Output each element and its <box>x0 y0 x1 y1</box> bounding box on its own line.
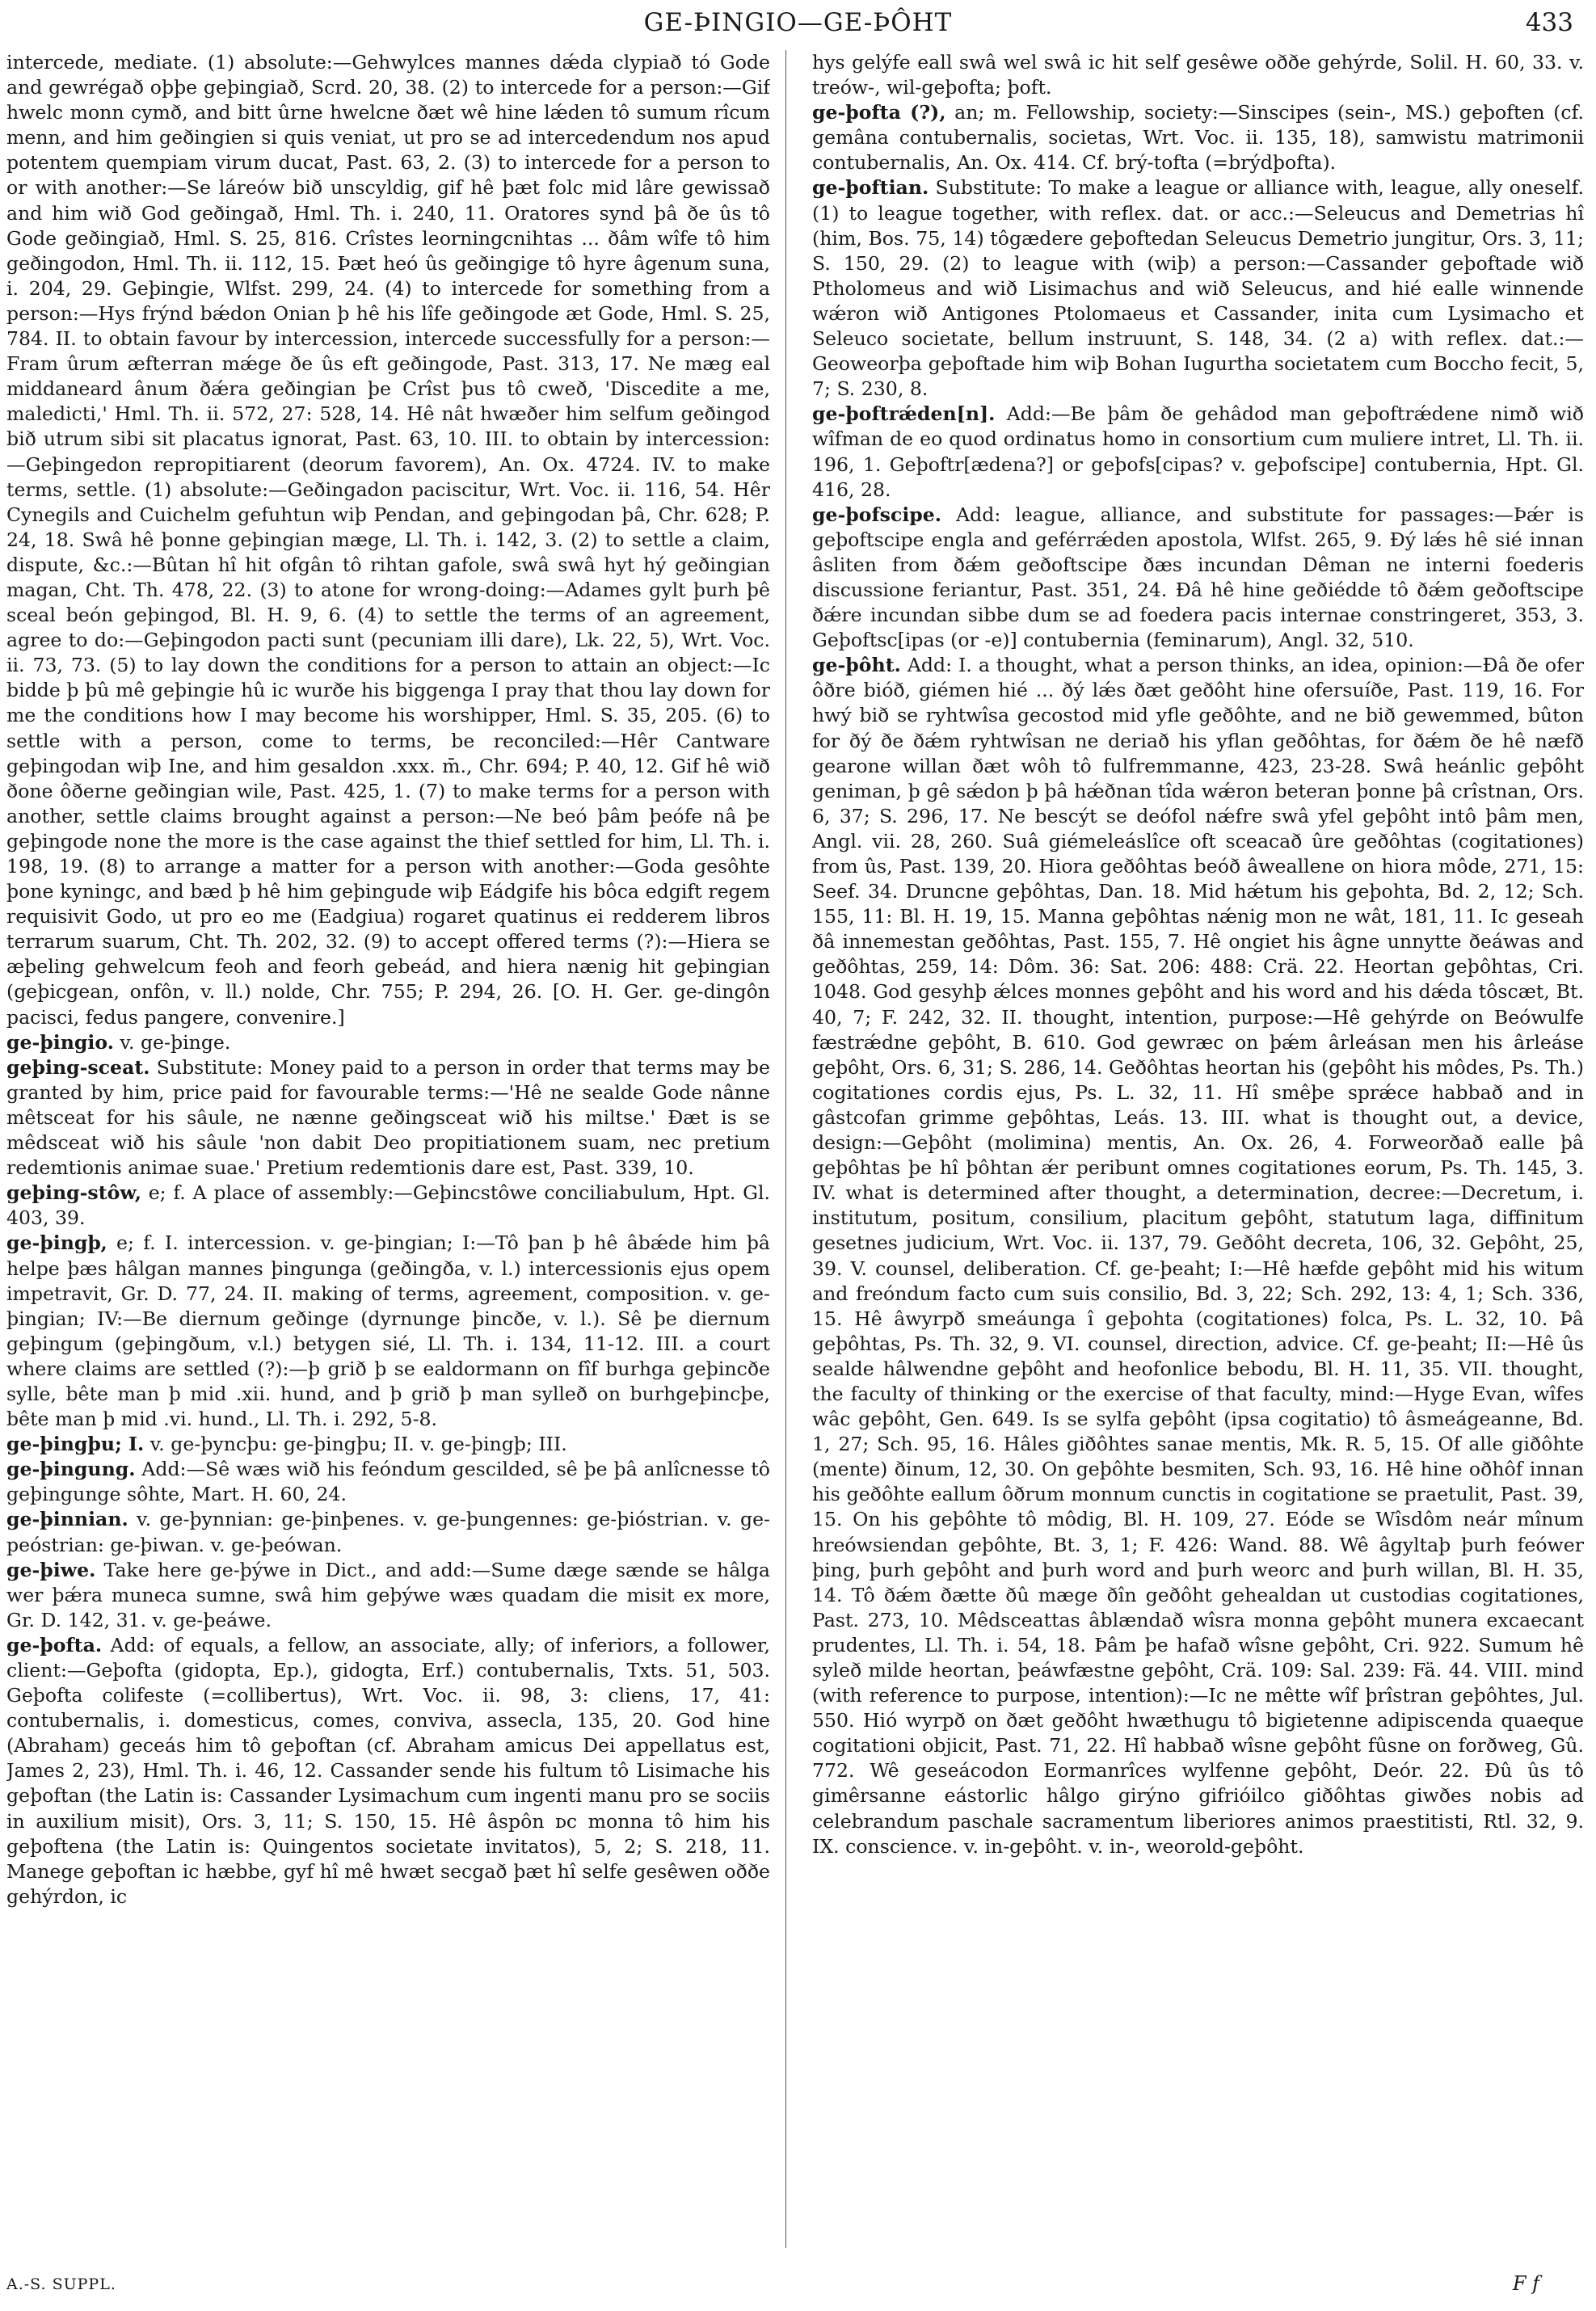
dictionary-entry <box>6 1231 770 1432</box>
entry-headword: ge-þoftrǽden[n]. <box>812 402 996 426</box>
dictionary-entry <box>6 1558 770 1633</box>
entry-text: v. ge-þinge. <box>113 1030 231 1054</box>
page-title: GE-ÞINGIO—GE-ÞÔHT <box>643 8 953 37</box>
right-column <box>812 50 1584 2256</box>
entry-headword: ge-þofta. <box>6 1633 103 1656</box>
entry-text: hys gelýfe eall swâ wel swâ ic hit self gesêwe oððe gehýrde, Solil. H. 60, 33. v. treów-, wil-geþofta; þoft. <box>812 51 1584 99</box>
dictionary-entry <box>6 1055 770 1181</box>
entry-text: e; f. A place of assembly:—Geþincstôwe conciliabulum, Hpt. Gl. 403, 39. <box>6 1181 770 1230</box>
entry-text: Add: I. a thought, what a person thinks, an idea, opinion:—Ðâ ðe ofer ôðre bióð, giémen hié ... ðý lǽs ðæt geðôht hine ofersuíðe, Past. 119, 16. For hwý bið se ryhtwîsa gecostod mid yfle geðôhte, and ne bið gewemmed, bûton for ðý ðe ðǽm ryhtwîsan ne deriað his yflan geðôhtas, for ðǽm ðe hê næfð gearone willan ðæt wôh tô fulfremmanne, 423, 23-28. Swâ heánlic geþôht geniman, þ gê sǽdon þ þâ hǽðnan tîda wǽron beteran þonne þâ crîstnan, Ors. 6, 37; S. 296, 17. Ne bescýt se deófol nǽfre swâ yfel geþôht intô þâm men, Angl. vii. 28, 260. Suâ giémeleáslîce oft sceacað ûre geðôhtas (cogitationes) from ûs, Past. 139, 20. Hiora geðôhtas beóð âweallene on hiora môde, 271, 15: Seef. 34. Druncne geþôhtas, Dan. 18. Mid hǽtum his geþohta, Bd. 2, 12; Sch. 155, 11: Bl. H. 19, 15. Manna geþôhtas nǽnig mon ne wât, 181, 11. Ic geseah ðâ innemestan geðôhtas, Past. 155, 7. Hê ongiet his âgne unnytte ðeáwas and geðôhtas, 259, 14: Dôm. 36: Sat. 206: 488: Crä. 22. Heortan geþôhtas, Cri. 1048. God gesyhþ ǽlces monnes geþôht and his word and his dǽda tôscæt, Bt. 40, 7; F. 242, 32. II. thought, intention, purpose:—Hê gehýrde on Beówulfe fæstrǽdne geþôht, B. 610. God gewræc on þǽm ârleásan men his ârleáse geþôht, Ors. 6, 31; S. 286, 14. Geðôhtas heortan his (geþôht his môdes, Ps. Th.) cogitationes cordis ejus, Ps. L. 32, 11. Hî smêþe sprǽce habbað and in gâstcofan grimme geþôhtas, Leás. 13. III. what is thought out, a device, design:—Geþôht (molimina) mentis, An. Ox. 26, 4. Forweorðað ealle þâ geþôhtas þe hî þôhtan ǽr peribunt omnes cogitationes eorum, Ps. Th. 145, 3. IV. what is determined after thought, a determination, decree:—Decretum, i. institutum, positum, consilium, placitum geþôht, statutum laga, diffinitum gesetnes judicium, Wrt. Voc. ii. 137, 79. Geðôht decreta, 106, 32. Geþôht, 25, 39. V. counsel, deliberation. Cf. ge-þeaht; I:—Hê hæfde geþôht mid his witum and freóndum facto cum suis consilio, Bd. 3, 22; Sch. 292, 13: 4, 1; Sch. 336, 15. Hê âwyrpð smeáunga î geþohta (cogitationes) folca, Ps. L. 32, 10. Þâ geþôhtas, Ps. Th. 32, 9. VI. counsel, direction, advice. Cf. ge-þeaht; II:—Hê ûs sealde hâlwendne geþôht and heofonlice bebodu, Bl. H. 11, 35. VII. thought, the faculty of thinking or the exercise of that faculty, mind:—Hyge Evan, wîfes wâc geþôht, Gen. 649. Is se sylfa geþôht (ipsa cogitatio) tô âsmeágeanne, Bd. 1, 27; Sch. 95, 16. Hâles giðôhtes sanae mentis, Mk. R. 5, 15. Of alle giðôhte (mente) ðinum, 12, 30. On geþôhte besmiten, Sch. 93, 16. Hê hine oðhôf innan his geðôhte eallum ôðrum monnum cunctis in cogitatione se praetulit, Past. 39, 15. On his geþôhte tô môdig, Bl. H. 109, 27. Eóde se Wîsdôm neár mînum hreówsiendan geþôhte, Bt. 3, 1; F. 426: Wand. 88. Wê âgyltaþ þurh feówer þing, þurh geþôht and þurh word and þurh weorc and þurh willan, Bl. H. 35, 14. Tô ðǽm ðætte ðû mæge ðîn geðôht gehealdan ut custodias cogitationes, Past. 273, 10. Mêdsceattas âblændað wîsra monna geþôht munera excaecant prudentes, Ll. Th. i. 54, 18. Þâm þe hafað wîsne geþôht, Cri. 922. Sumum hê syleð milde heortan, þeáwfæstne geþôht, Crä. 109: Sal. 239: Fä. 44. VIII. mind (with reference to purpose, intention):—Ic ne mêtte wîf þrîstran geþôhtes, Jul. 550. Hió wyrpð on ðæt geðôht hwæthugu tô bigietenne adipiscenda quaeque cogitationi objicit, Past. 71, 22. Hî habbað wîsne geþôht fûsne on forðweg, Gû. 772. Wê geseácodon Eormanrîces wylfenne geþôht, Deór. 22. Ðû ûs tô gimêrsanne eástorlic hâlgo girýno gifrióilco giðôhtas giwðes nobis ad celebrandum paschale sacramentum liberiores animos praestitisti, Rtl. 32, 9. IX. conscience. v. in-geþôht. v. in-, weorold-geþôht. <box>812 654 1584 1858</box>
running-head <box>0 6 1596 42</box>
dictionary-entry <box>6 1181 770 1231</box>
dictionary-entry <box>812 503 1584 654</box>
dictionary-entry <box>812 402 1584 502</box>
entry-text: intercede, mediate. (1) absolute:—Gehwylces mannes dǽda clypiað tó Gode and gewrégað oþþe geþingiað, Scrd. 20, 38. (2) to intercede for a person:—Gif hwelc monn cymð, and bitt ûrne hwelcne ðæt wê hine lǽden tô sumum rîcum menn, and him geðingien si quis veniat, ut pro se ad intercedendum nos apud potentem quempiam virum ducat, Past. 63, 2. (3) to intercede for a person to or with another:—Se láreów bið unscyldig, gif hê þæt folc mid lâre gewissað and him wið God geðingað, Hml. Th. i. 240, 11. Oratores synd þâ ðe ûs tô Gode geðingiað, Hml. S. 25, 816. Crîstes leorningcnihtas ... ðâm wîfe tô him geðingodon, Hml. Th. ii. 112, 15. Þæt heó ûs geðingige tô hyre âgenum suna, i. 204, 29. Geþingie, Wlfst. 299, 24. (4) to intercede for something from a person:—Hys frýnd bǽdon Onian þ hê his lîfe geðingode æt Gode, Hml. S. 25, 784. II. to obtain favour by intercession, intercede successfully for a person:—Fram ûrum æfterran mǽge ðe ûs eft geðingode, Past. 313, 17. Ne mæg eal middaneard ânum ðǽra geðingian þe Crîst þus tô cweð, 'Discedite a me, maledicti,' Hml. Th. ii. 572, 27: 528, 14. Hê nât hwæðer him selfum geðingod bið utrum sibi sit placatus ignorat, Past. 63, 10. III. to obtain by intercession:—Geþingedon repropitiarent (deorum favorem), An. Ox. 4724. IV. to make terms, settle. (1) absolute:—Geðingadon paciscitur, Wrt. Voc. ii. 116, 54. Hêr Cynegils and Cuichelm gefuhtun wiþ Pendan, and geþingodan þâ, Chr. 628; P. 24, 18. Swâ hê þonne geþingian mæge, Ll. Th. i. 142, 3. (2) to settle a claim, dispute, &c.:—Bûtan hî hit ofgân tô rihtan gafole, swâ swâ hyt hý geðingian magan, Cht. Th. 478, 22. (3) to atone for wrong-doing:—Adames gylt þurh þê sceal beón geþingod, Bl. H. 9, 6. (4) to settle the terms of an agreement, agree to do:—Geþingodon pacti sunt (pecuniam illi dare), Lk. 22, 5), Wrt. Voc. ii. 73, 73. (5) to lay down the conditions for a person to attain an object:—Ic bidde þ þû mê geþingie hû ic wurðe his biggenga I pray that thou lay down for me the conditions how I may become his worshipper, Hml. S. 35, 205. (6) to settle with a person, come to terms, be reconciled:—Hêr Cantware geþingodan wiþ Ine, and him gesaldon .xxx. m̄., Chr. 694; P. 40, 12. Gif hê wið ðone ôðerne geðingian wile, Past. 425, 1. (7) to make terms for a person with another, settle claims brought against a person:—Ne beó þâm þeófe nâ þe geþingode none the more is the case against the thief settled for him, Ll. Th. i. 198, 19. (8) to arrange a matter for a person with another:—Goda gesôhte þone kyningc, and bæd þ hê him geþingude wiþ Eádgife his bôca edgift regem requisivit Godo, ut pro eo me (Eadgiua) rogaret quatinus ei redderem libros terrarum suarum, Cht. Th. 202, 32. (9) to accept offered terms (?):—Hiera se æþeling gehwelcum feoh and feorh gebeád, and hiera nænig hit geþingian (geþicgean, onfôn, v. ll.) nolde, Chr. 755; P. 294, 26. [O. H. Ger. ge-dingôn pacisci, fedus pangere, convenire.] <box>6 51 770 1029</box>
dictionary-entry <box>6 1633 770 1909</box>
entry-headword: ge-þingung. <box>6 1458 136 1481</box>
entry-text: e; f. I. intercession. v. ge-þingian; I:—Tô þan þ hê âbǽde him þâ helpe þæs hâlgan mannes þingunga (geðingða, v. l.) intercessionis ejus opem impetravit, Gr. D. 77, 24. II. making of terms, agreement, composition. v. ge-þingian; IV:—Be diernum geðinge (dyrnunge þincðe, v. l.). Sê þe diernum geþingum (geþingðum, v.l.) betygen sié, Ll. Th. i. 134, 11-12. III. a court where claims are settled (?):—þ grið þ se ealdormann on fîf burhga geþincðe sylle, bête man þ mid .xii. hund, and þ grið þ man sylleð on burhgeþincþe, bête man þ mid .vi. hund., Ll. Th. i. 292, 5-8. <box>6 1231 770 1431</box>
entry-text: Add: league, alliance, and substitute for passages:—Þǽr is geþoftscipe engla and geférrǽden apostola, Wlfst. 265, 9. Ðý lǽs hê sié innan âsliten from ðǽm geðoftscipe ðæs incundan Dêman ne interni foederis discussione feriantur, Past. 351, 24. Ðâ hê hine geðiédde tô ðǽm geðoftscipe ðǽre incundan sibbe dum se ad foedera pacis internae constringeret, 353, 3. Geþoftsc[ipas (or -e)] contubernia (feminarum), Angl. 32, 510. <box>812 503 1584 652</box>
dictionary-entry <box>6 1457 770 1507</box>
dictionary-entry <box>6 1507 770 1557</box>
entry-text: an; m. Fellowship, society:—Sinscipes (sein-, MS.) geþoften (cf. gemâna contubernalis, societas, Wrt. Voc. ii. 135, 18), samwistu matrimonii contubernalis, An. Ox. 414. Cf. brý-tofta (=brýdþofta). <box>812 101 1584 175</box>
entry-text: Add: of equals, a fellow, an associate, ally; of inferiors, a follower, client:—Geþofta (gidopta, Ep.), gidogta, Erf.) contubernalis, Txts. 51, 503. Geþofta colifeste (=collibertus), Wrt. Voc. ii. 98, 3: cliens, 17, 41: contubernalis, i. domesticus, comes, conviva, assecla, 135, 20. God hine (Abraham) geceás him tô geþoftan (cf. Abraham amicus Dei appellatus est, James 2, 23), Hml. Th. i. 46, 12. Cassander sende his fultum tô Lisimache his geþoftan (the Latin is: Cassander Lysimachum cum ingenti manu pro se sociis in auxilium misit), Ors. 3, 11; S. 150, 15. Hê âspôn ᴅc monna tô him his geþoftena (the Latin is: Quingentos societate invitatos), 5, 2; S. 218, 11. Manege geþoftan ic hæbbe, gyf hî mê hwæt secgað þæt hî selfe gesêwen oððe gehýrdon, ic <box>6 1633 770 1908</box>
entry-headword: geþing-stôw, <box>6 1181 141 1205</box>
entry-text: Take here ge-þýwe in Dict., and add:—Sume dæge sænde se hâlga wer þǽra muneca sumne, swâ him geþýwe wæs quadam die misit ex more, Gr. D. 142, 31. v. ge-þeáwe. <box>6 1558 770 1631</box>
column-divider <box>785 50 786 2248</box>
entry-text: Substitute: To make a league or alliance with, league, ally oneself. (1) to league together, with reflex. dat. or acc.:—Seleucus and Demetrias hî (him, Bos. 75, 14) tôgædere geþoftedan Seleucus Demetrio jungitur, Ors. 3, 11; S. 150, 29. (2) to league with (wiþ) a person:—Cassander geþoftade wið Ptholomeus and wið Lisimachus and wið Seleucus, and hié ealle winnende wǽron wið Antigones Ptolomaeus et Cassander, inita cum Lysimacho et Seleuco societate, bellum instruunt, S. 148, 34. (2 a) with reflex. dat.:—Geoweorþa geþoftade him wiþ Bohan Iugurtha societatem cum Boccho fecit, 5, 7; S. 230, 8. <box>812 176 1584 401</box>
entry-headword: ge-þoftian. <box>812 176 929 200</box>
entry-text: v. ge-þyncþu: ge-þingþu; II. v. ge-þingþ; III. <box>144 1433 567 1456</box>
dictionary-entry <box>812 175 1584 402</box>
page-number: 433 <box>1525 8 1573 37</box>
entry-headword: ge-þofscipe. <box>812 503 942 526</box>
entry-headword: ge-þiwe. <box>6 1558 96 1581</box>
entry-headword: ge-þingio. <box>6 1030 114 1054</box>
entry-text: v. ge-þynnian: ge-þinþenes. v. ge-þungennes: ge-þióstrian. v. ge-peóstrian: ge-þiwan. v. ge-þeówan. <box>6 1508 770 1556</box>
entry-headword: ge-þingþ, <box>6 1231 107 1255</box>
entry-headword: ge-þinnian. <box>6 1508 128 1531</box>
entry-text: Substitute: Money paid to a person in order that terms may be granted by him, price paid for favourable terms:—'Hê ne sealde Gode nânne mêtsceat for his sâule, ne nænne geðingsceat wið his miltse.' Ðæt is se mêdsceat wið his sâule 'non dabit Deo propitiationem suam, nec pretium redemtionis animae suae.' Pretium redemtionis dare est, Past. 339, 10. <box>6 1055 770 1180</box>
dictionary-entry <box>6 50 770 1030</box>
dictionary-entry <box>6 1432 770 1457</box>
dictionary-entry <box>812 653 1584 1859</box>
entry-headword: geþing-sceat. <box>6 1055 150 1079</box>
signature-mark-right: F f <box>1512 2272 1539 2295</box>
dictionary-entry <box>6 1030 770 1055</box>
dictionary-entry <box>812 50 1584 100</box>
dictionary-entry <box>812 100 1584 175</box>
entry-text: Add:—Sê wæs wið his feóndum gescilded, sê þe þâ anlîcnesse tô geþingunge sôhte, Mart. H. 60, 24. <box>6 1458 770 1506</box>
signature-mark-left: A.-S. SUPPL. <box>6 2275 116 2293</box>
entry-text: Add:—Be þâm ðe gehâdod man geþoftrǽdene nimð wið wîfman de eo quod ordinatus homo in consortium cum muliere intret, Ll. Th. ii. 196, 1. Geþoftr[ædena?] or geþofs[cipas? v. geþofscipe] contubernia, Hpt. Gl. 416, 28. <box>812 402 1584 501</box>
entry-headword: ge-þofta (?), <box>812 101 946 124</box>
page-footer <box>0 2272 1596 2301</box>
left-column <box>6 50 770 2256</box>
entry-headword: ge-þingþu; I. <box>6 1433 145 1456</box>
entry-headword: ge-þôht. <box>812 654 901 677</box>
